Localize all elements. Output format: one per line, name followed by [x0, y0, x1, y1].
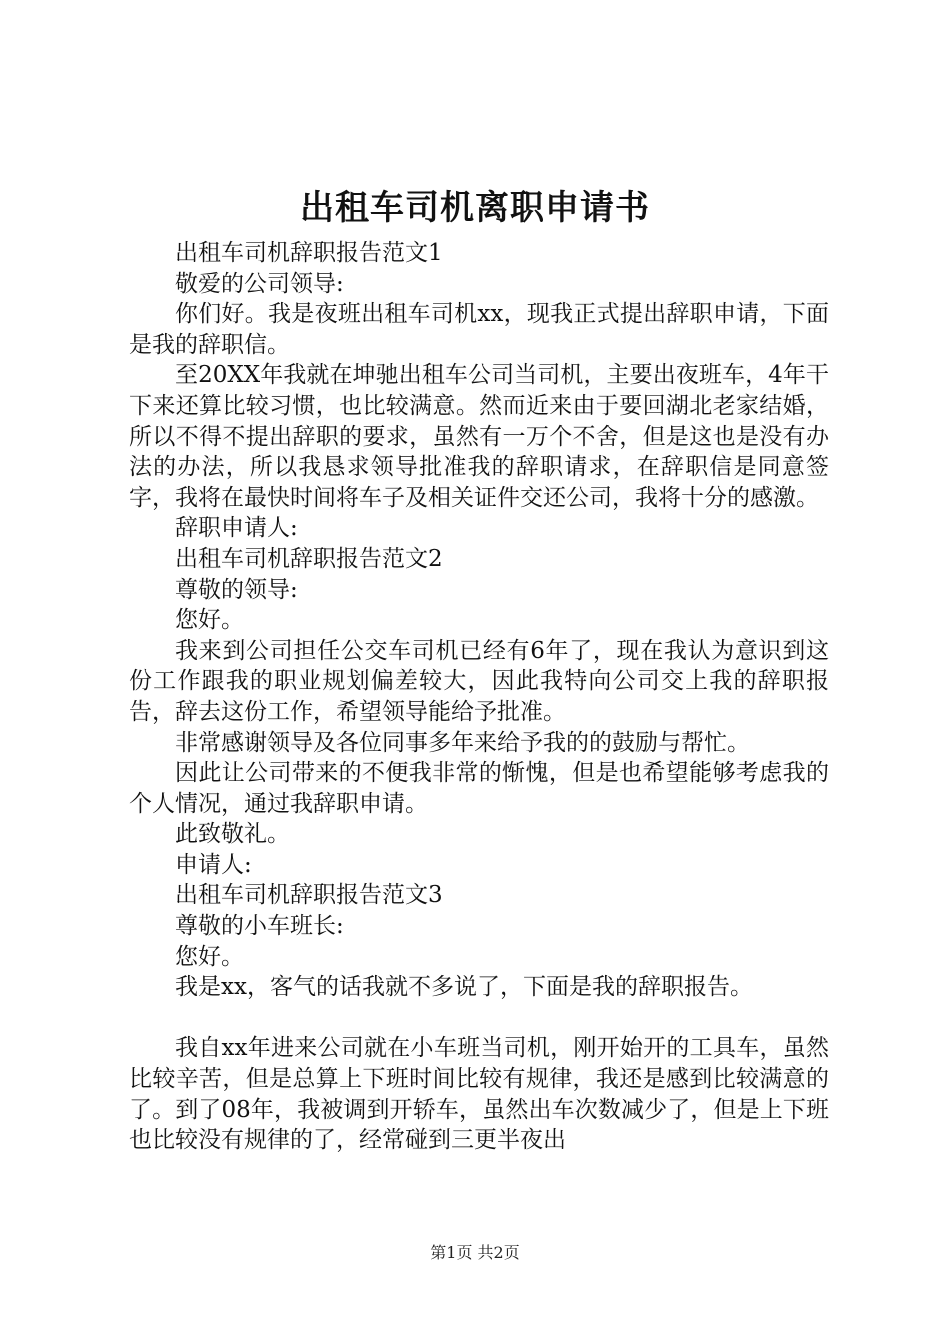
section-heading-3: 出租车司机辞职报告范文3	[175, 882, 443, 909]
document-title: 出租车司机离职申请书	[300, 188, 650, 228]
paragraph: 因此让公司带来的不便我非常的惭愧，但是也希望能够考虑我的个人情况，通过我辞职申请。	[129, 760, 829, 817]
paragraph: 非常感谢领导及各位同事多年来给予我的的鼓励与帮忙。	[175, 729, 750, 756]
paragraph: 至20XX年我就在坤驰出租车公司当司机，主要出夜班车，4年干下来还算比较习惯，也比较满意。然而近来由于要回湖北老家结婚，所以不得不提出辞职的要求，虽然有一万个不舍，但是这也是没有办法的办法，所以我恳求领导批准我的辞职请求，在辞职信是同意签字，我将在最快时间将车子及相关证件交还公司，我将十分的感激。	[129, 362, 829, 511]
signature-line-1: 辞职申请人:	[175, 515, 298, 542]
greeting: 您好。	[175, 943, 244, 970]
section-heading-1: 出租车司机辞职报告范文1	[175, 240, 443, 266]
document-body	[129, 238, 829, 1156]
paragraph: 我是xx，客气的话我就不多说了，下面是我的辞职报告。	[175, 974, 753, 1001]
salutation-3: 尊敬的小车班长:	[175, 913, 344, 940]
paragraph: 你们好。我是夜班出租车司机xx，现我正式提出辞职申请，下面是我的辞职信。	[129, 301, 829, 358]
salutation-1: 敬爱的公司领导:	[175, 270, 344, 297]
greeting: 您好。	[175, 607, 244, 634]
section-heading-2: 出租车司机辞职报告范文2	[175, 545, 443, 572]
signature-line-2: 申请人:	[175, 851, 252, 878]
page-number-footer: 第1页 共2页	[430, 1243, 520, 1262]
paragraph: 我来到公司担任公交车司机已经有6年了，现在我认为意识到这份工作跟我的职业规划偏差较大，因此我特向公司交上我的辞职报告，辞去这份工作，希望领导能给予批准。	[129, 637, 829, 725]
closing: 此致敬礼。	[175, 821, 290, 848]
paragraph: 我自xx年进来公司就在小车班当司机，刚开始开的工具车，虽然比较辛苦，但是总算上下班时间比较有规律，我还是感到比较满意的了。到了08年，我被调到开轿车，虽然出车次数减少了，但是上下班也比较没有规律的了，经常碰到三更半夜出	[129, 1035, 829, 1154]
salutation-2: 尊敬的领导:	[175, 576, 298, 603]
